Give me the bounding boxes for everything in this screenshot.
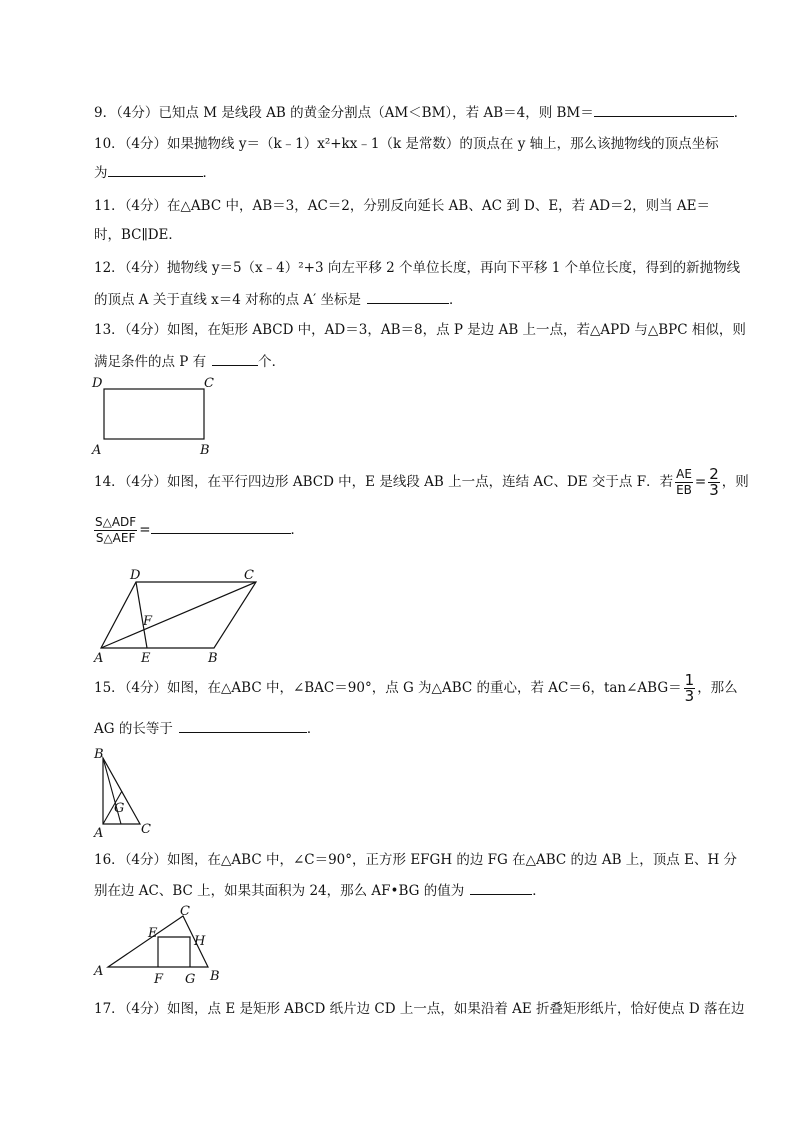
- q16-label-f: F: [154, 972, 164, 987]
- q16-label-e: E: [148, 926, 158, 941]
- q14-label-a: A: [94, 651, 104, 666]
- q14-ratio-fraction: [675, 467, 693, 498]
- q13-end: 个．: [258, 354, 286, 370]
- q12-end: ．: [449, 292, 463, 308]
- q14-area-equals: =: [139, 522, 151, 538]
- q11-text-1: 在△ABC 中，AB＝3，AC＝2，分别反向延长 AB、AC 到 D、E，若 AD＝2，则当 AE＝: [167, 198, 711, 214]
- q15-tan-fraction: [684, 673, 696, 704]
- q15-triangle-figure: [88, 744, 168, 839]
- q15-answer-blank[interactable]: [179, 718, 307, 733]
- q14-ratio-denominator: EB: [676, 483, 692, 497]
- q12-text-2: 的顶点 A 关于直线 x＝4 对称的点 A′ 坐标是: [94, 292, 362, 308]
- q15-tan-numerator: 1: [684, 671, 695, 689]
- q14-points: （4分）: [124, 474, 168, 490]
- q10-text-2: 为: [94, 165, 108, 181]
- question-15-line-1: [94, 671, 738, 705]
- q14-label-b: B: [208, 651, 218, 666]
- q16-label-h: H: [194, 934, 206, 949]
- q16-end: ．: [532, 883, 546, 899]
- q16-points: （4分）: [124, 852, 168, 868]
- question-14-line-1: [94, 465, 749, 499]
- q17-number: 17．: [94, 1001, 125, 1017]
- q16-answer-blank[interactable]: [470, 880, 532, 895]
- q12-number: 12．: [94, 260, 125, 276]
- question-11-line-2: [94, 225, 734, 245]
- q10-text-1: 如果抛物线 y＝（k﹣1）x²+kx﹣1（k 是常数）的顶点在 y 轴上，那么该抛物线的顶点坐标: [167, 136, 719, 152]
- q14-parallelogram-figure: [88, 565, 278, 665]
- q15-text-2: AG 的长等于: [94, 721, 173, 737]
- q10-number: 10．: [94, 136, 125, 152]
- q14-end: ．: [290, 522, 305, 538]
- q15-end: ．: [306, 721, 321, 737]
- q9-end: ．: [733, 105, 748, 121]
- q13-label-d: D: [92, 376, 103, 391]
- q15-number: 15．: [94, 680, 125, 696]
- question-16-line-2: [94, 880, 734, 901]
- q14-label-c: C: [244, 568, 254, 583]
- q14-label-e: E: [141, 651, 151, 666]
- q13-points: （4分）: [124, 322, 168, 338]
- q14-area-fraction: [94, 515, 137, 546]
- q13-label-a: A: [92, 443, 102, 458]
- q14-diagonal-ac: [101, 582, 256, 648]
- q9-number: 9．: [94, 105, 117, 121]
- question-12-line-2: [94, 289, 734, 310]
- q14-area-denominator: S△AEF: [95, 531, 136, 545]
- q17-text-1: 如图，点 E 是矩形 ABCD 纸片边 CD 上一点，如果沿着 AE 折叠矩形纸片，恰好使点 D 落在边: [167, 1001, 745, 1017]
- question-15-line-2: [94, 718, 734, 739]
- q14-number: 14．: [94, 474, 125, 490]
- q13-text-2: 满足条件的点 P 有: [94, 354, 207, 370]
- q13-label-b: B: [200, 443, 210, 458]
- question-13-line-1: [94, 320, 746, 340]
- q15-text-1: 如图，在△ABC 中，∠BAC＝90°，点 G 为△ABC 的重心，若 AC＝6，tan∠ABG＝: [167, 680, 682, 696]
- question-16-line-1: [94, 850, 738, 870]
- q13-text-1: 如图，在矩形 ABCD 中，AD＝3，AB＝8，点 P 是边 AB 上一点，若△APD 与△BPC 相似，则: [167, 322, 746, 338]
- q9-text: 已知点 M 是线段 AB 的黄金分割点（AM＜BM），若 AB＝4，则 BM＝: [158, 105, 594, 121]
- q14-label-f: F: [143, 614, 153, 629]
- q16-triangle-square-figure: [88, 905, 238, 985]
- q14-text-1: 如图，在平行四边形 ABCD 中，E 是线段 AB 上一点，连结 AC、DE 交于点 F．若: [167, 474, 674, 490]
- q9-points: （4分）: [116, 105, 159, 121]
- q12-answer-blank[interactable]: [367, 289, 449, 304]
- q16-square-efgh: [158, 937, 190, 967]
- q14-ratio-numerator: AE: [676, 467, 692, 481]
- q15-points: （4分）: [124, 680, 168, 696]
- q11-number: 11．: [94, 198, 125, 214]
- q13-rectangle-figure: [88, 372, 228, 462]
- q15-label-g: G: [114, 801, 125, 816]
- q14-label-d: D: [130, 568, 141, 583]
- q13-number: 13．: [94, 322, 125, 338]
- q14-value-denominator: 3: [709, 481, 719, 499]
- q16-label-b: B: [210, 969, 220, 984]
- q16-text-1: 如图，在△ABC 中，∠C＝90°，正方形 EFGH 的边 FG 在△ABC 的边 AB 上，顶点 E、H 分: [167, 852, 738, 868]
- q16-label-g: G: [185, 972, 196, 987]
- q15-label-a: A: [94, 826, 104, 841]
- q9-answer-blank[interactable]: [594, 102, 734, 117]
- q14-answer-blank[interactable]: [151, 519, 291, 534]
- question-14-line-2: [94, 512, 734, 548]
- q13-answer-blank[interactable]: [212, 351, 258, 366]
- question-13-line-2: [94, 351, 734, 372]
- question-12-line-1: [94, 258, 741, 278]
- q17-points: （4分）: [124, 1001, 168, 1017]
- question-10-line-1: [94, 134, 734, 154]
- q15-text-1-end: ，那么: [697, 680, 738, 696]
- question-9: [94, 102, 748, 123]
- q13-label-c: C: [204, 376, 214, 391]
- q11-text-2: 时，BC∥DE．: [94, 227, 182, 243]
- q12-points: （4分）: [124, 260, 168, 276]
- q10-points: （4分）: [124, 136, 168, 152]
- q14-text-1-end: ，则: [721, 474, 749, 490]
- q11-points: （4分）: [124, 198, 168, 214]
- q14-value-numerator: 2: [709, 465, 719, 483]
- question-11-line-1: [94, 196, 734, 216]
- q14-value-fraction: [708, 467, 720, 498]
- q14-equals: =: [694, 474, 707, 490]
- q15-tan-denominator: 3: [684, 687, 695, 705]
- q16-text-2: 别在边 AC、BC 上，如果其面积为 24，那么 AF•BG 的值为: [94, 883, 465, 899]
- q14-area-numerator: S△ADF: [95, 515, 137, 529]
- q10-end: ．: [202, 165, 216, 181]
- question-10-line-2: [94, 162, 734, 183]
- q10-answer-blank[interactable]: [108, 162, 203, 177]
- q15-label-b: B: [94, 747, 104, 762]
- question-17-line-1: [94, 999, 745, 1019]
- q16-label-c: C: [180, 904, 190, 919]
- q13-rectangle-abcd: [104, 389, 204, 439]
- q12-text-1: 抛物线 y＝5（x﹣4）²+3 向左平移 2 个单位长度，再向下平移 1 个单位长度，得到的新抛物线: [167, 260, 741, 276]
- q16-number: 16．: [94, 852, 125, 868]
- q16-label-a: A: [94, 964, 104, 979]
- q15-label-c: C: [141, 822, 151, 837]
